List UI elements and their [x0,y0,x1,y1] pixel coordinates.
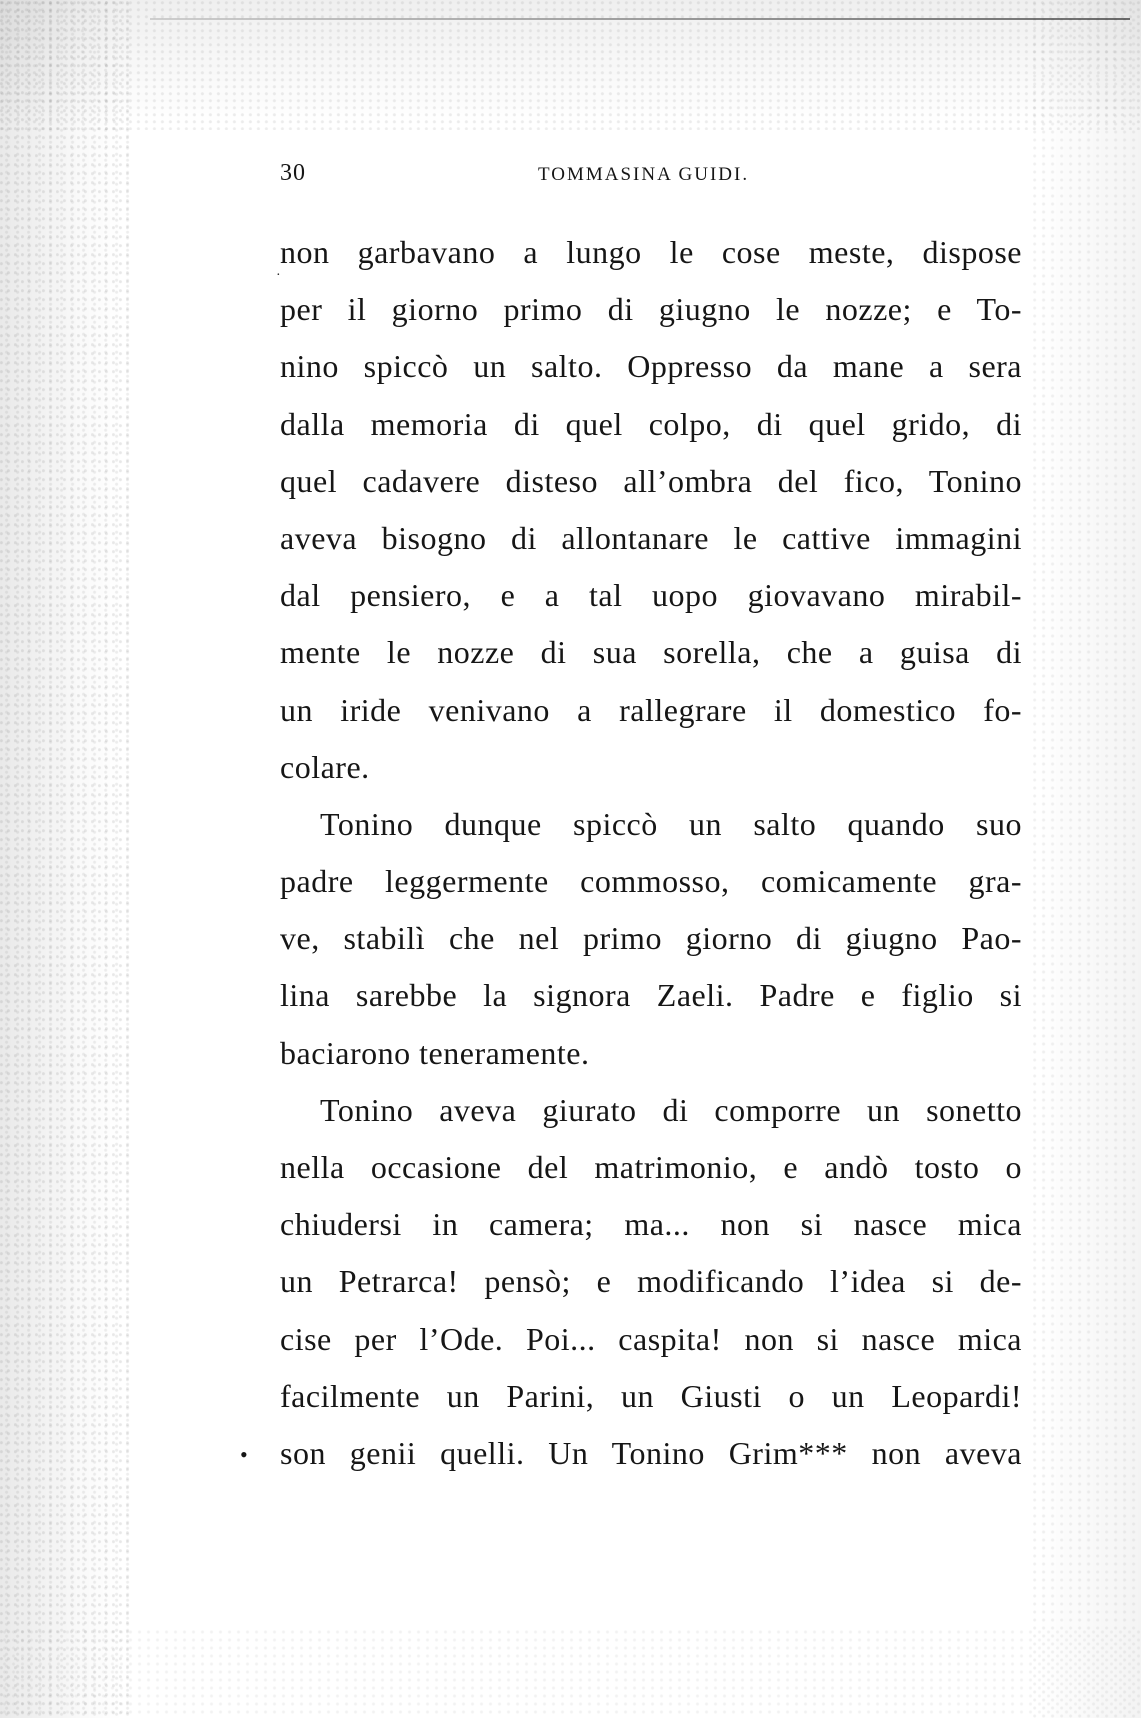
text-line: dal pensiero, e a tal uopo giovavano mirabil- [280,577,1022,614]
stray-dot: · [276,268,281,283]
text-line: facilmente un Parini, un Giusti o un Leopardi! [280,1377,1022,1414]
paragraph-1 [280,224,1022,796]
text-line: Tonino aveva giurato di comporre un sonetto [320,1091,1022,1128]
text-line: son genii quelli. Un Tonino Grim*** non aveva [280,1434,1022,1471]
text-line: padre leggermente commosso, comicamente gra- [280,863,1022,900]
paragraph-2 [280,796,1022,1082]
text-line: un iride venivano a rallegrare il domestico fo- [280,691,1022,728]
paragraph-3 [280,1082,1022,1482]
text-line: ve, stabilì che nel primo giorno di giugno Pao- [280,920,1022,957]
text-line: nino spiccò un salto. Oppresso da mane a sera [280,348,1022,385]
text-line: nella occasione del matrimonio, e andò tosto o [280,1149,1022,1185]
text-line: dalla memoria di quel colpo, di quel grido, di [280,405,1022,442]
text-line: non garbavano a lungo le cose meste, dispose [280,234,1022,270]
text-line: baciarono teneramente. [280,1034,590,1071]
page-header [280,160,1030,190]
margin-mark: • [240,1442,248,1467]
text-line: aveva bisogno di allontanare le cattive immagini [280,519,1022,556]
text-line: mente le nozze di sua sorella, che a guisa di [280,634,1022,671]
scan-edge-bottom [0,1628,1141,1718]
top-rule [150,18,1130,20]
body-text [280,224,1022,1482]
running-title: TOMMASINA GUIDI. [538,164,750,185]
page-number: 30 [280,160,306,186]
text-line: Tonino dunque spiccò un salto quando suo [320,805,1022,842]
text-line: per il giorno primo di giugno le nozze; e To- [280,291,1022,328]
text-line: chiudersi in camera; ma... non si nasce mica [280,1206,1022,1243]
text-line: lina sarebbe la signora Zaeli. Padre e figlio si [280,977,1022,1014]
text-line: colare. [280,748,370,785]
text-line: un Petrarca! pensò; e modificando l’idea si de- [280,1263,1022,1300]
scan-edge-right [1031,0,1141,1718]
scan-edge-left [0,0,130,1718]
text-line: quel cadavere disteso all’ombra del fico, Tonino [280,462,1022,499]
text-line: cise per l’Ode. Poi... caspita! non si nasce mica [280,1320,1022,1357]
